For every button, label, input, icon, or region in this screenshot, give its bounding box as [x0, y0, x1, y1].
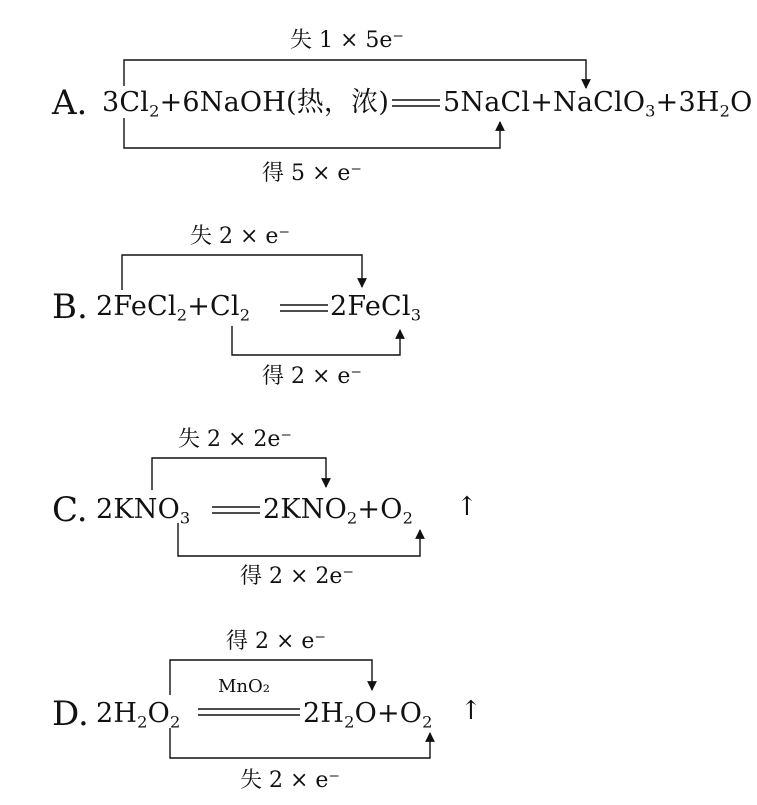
- option-a-electrons-gained-label: 得 5 × e⁻: [262, 161, 363, 186]
- option-b-electrons-lost-label: 失 2 × e⁻: [190, 224, 291, 249]
- option-a-reactants: $3Cl_2+6NaOH$(热，浓): [102, 87, 390, 121]
- option-d-top-bracket: [170, 660, 372, 695]
- option-d-reactant: $2H_2O_2$: [96, 698, 181, 732]
- option-d-products: $2H_2O+O_2$: [303, 698, 433, 732]
- option-a-letter: A.: [52, 83, 88, 123]
- option-b-equals-sign: [280, 305, 328, 311]
- option-b-letter: B.: [52, 287, 88, 327]
- option-a-equals-sign: [392, 100, 440, 106]
- option-b-reactants: $2FeCl_2+Cl_2$: [96, 291, 251, 325]
- option-c-equals-sign: [212, 507, 260, 513]
- option-d-bottom-bracket: [170, 728, 430, 758]
- option-c-reactant: $2KNO_3$: [96, 494, 191, 528]
- option-c-electrons-lost-label: 失 2 × 2e⁻: [178, 427, 293, 452]
- option-c-products: $2KNO_2+O_2$: [263, 494, 414, 528]
- option-b-electrons-gained-label: 得 2 × e⁻: [262, 364, 363, 389]
- option-a-electrons-lost-label: 失 1 × 5e⁻: [290, 28, 405, 53]
- option-d-letter: D.: [52, 694, 89, 734]
- option-b-top-bracket: [122, 255, 362, 290]
- option-b-products: 2FeCl$_3$: [330, 291, 422, 325]
- option-a-bottom-bracket: [124, 118, 500, 148]
- gas-evolved-arrow-icon: ↑: [460, 696, 482, 726]
- option-c-electrons-gained-label: 得 2 × 2e⁻: [240, 564, 355, 589]
- option-d-electrons-lost-label: 失 2 × e⁻: [240, 768, 341, 793]
- option-d-equals-sign: [198, 709, 300, 715]
- option-d-catalyst-condition: MnO₂: [218, 676, 270, 697]
- option-b-bottom-bracket: [232, 326, 400, 355]
- gas-evolved-arrow-icon: ↑: [456, 492, 478, 522]
- option-d-electrons-gained-label: 得 2 × e⁻: [226, 629, 327, 654]
- option-a-products: $5NaCl+NaClO_3+3H_2O$: [443, 87, 753, 121]
- option-c-letter: C.: [52, 490, 88, 530]
- option-a-top-bracket: [124, 60, 586, 88]
- option-c-bottom-bracket: [178, 523, 420, 556]
- option-c-top-bracket: [152, 458, 326, 490]
